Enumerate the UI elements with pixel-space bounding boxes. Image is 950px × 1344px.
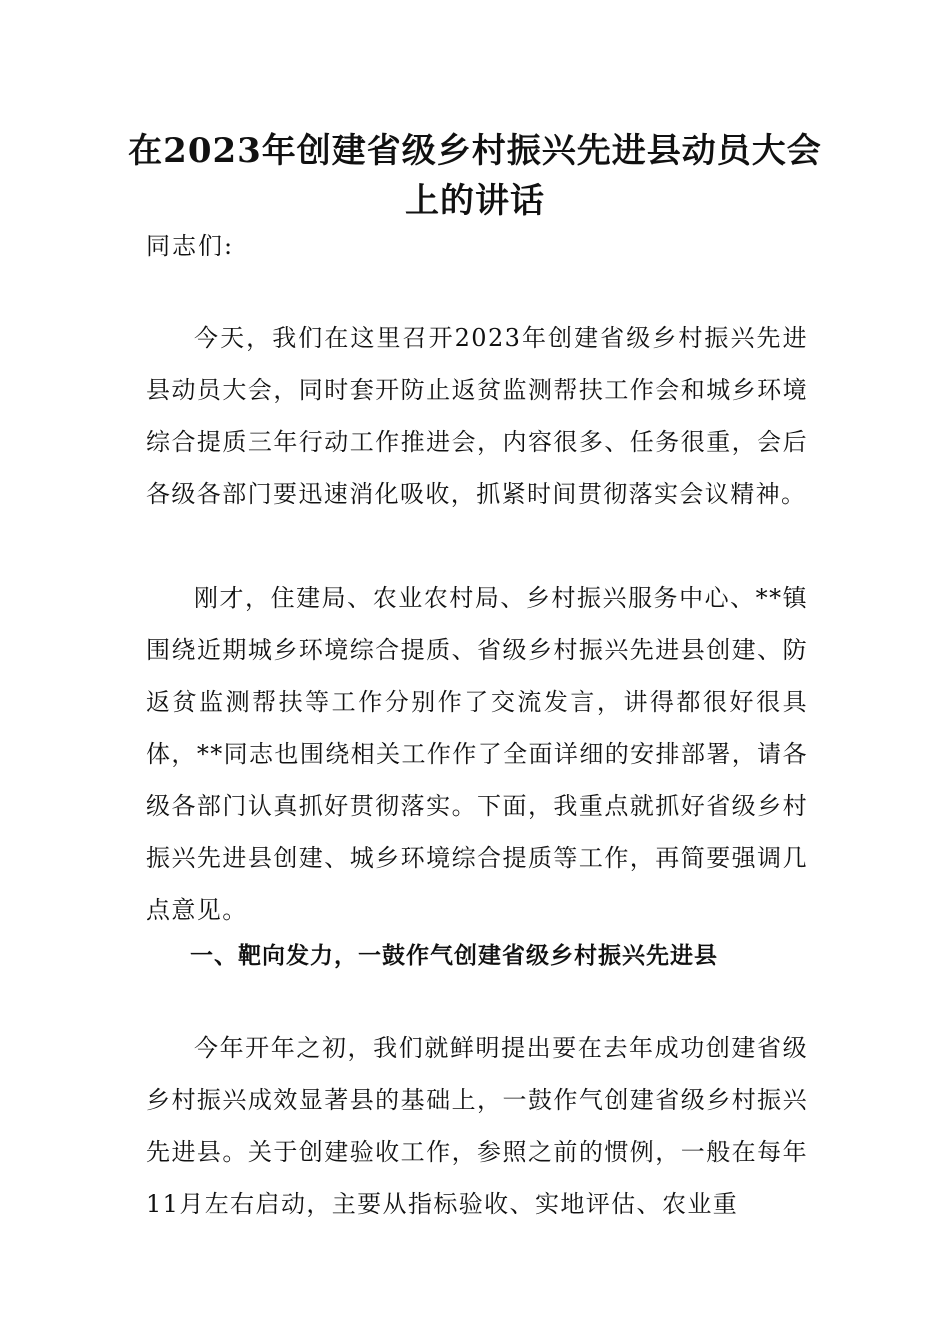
section-1-paragraph: 今年开年之初，我们就鲜明提出要在去年成功创建省级乡村振兴成效显著县的基础上，一鼓作气创建省级乡村振兴先进县。关于创建验收工作，参照之前的惯例，一般在每年11月左右启动，主要从指标验收、实地评估、农业重 [146,1034,808,1218]
section-heading-1: 一、靶向发力，一鼓作气创建省级乡村振兴先进县 [190,943,718,969]
salutation: 同志们: [146,232,235,260]
paragraph-2: 刚才，住建局、农业农村局、乡村振兴服务中心、**镇围绕近期城乡环境综合提质、省级乡村振兴先进县创建、防返贫监测帮扶等工作分别作了交流发言，讲得都很好很具体，**同志也围绕相关工作作了全面详细的安排部署，请各级各部门认真抓好贯彻落实。下面，我重点就抓好省级乡村振兴先进县创建、城乡环境综合提质等工作，再简要强调几点意见。 [146,584,808,924]
document-title: 在2023年创建省级乡村振兴先进县动员大会上的讲话 [128,131,822,221]
paragraph-1: 今天，我们在这里召开2023年创建省级乡村振兴先进县动员大会，同时套开防止返贫监测帮扶工作会和城乡环境综合提质三年行动工作推进会，内容很多、任务很重，会后各级各部门要迅速消化吸收，抓紧时间贯彻落实会议精神。 [146,324,808,508]
